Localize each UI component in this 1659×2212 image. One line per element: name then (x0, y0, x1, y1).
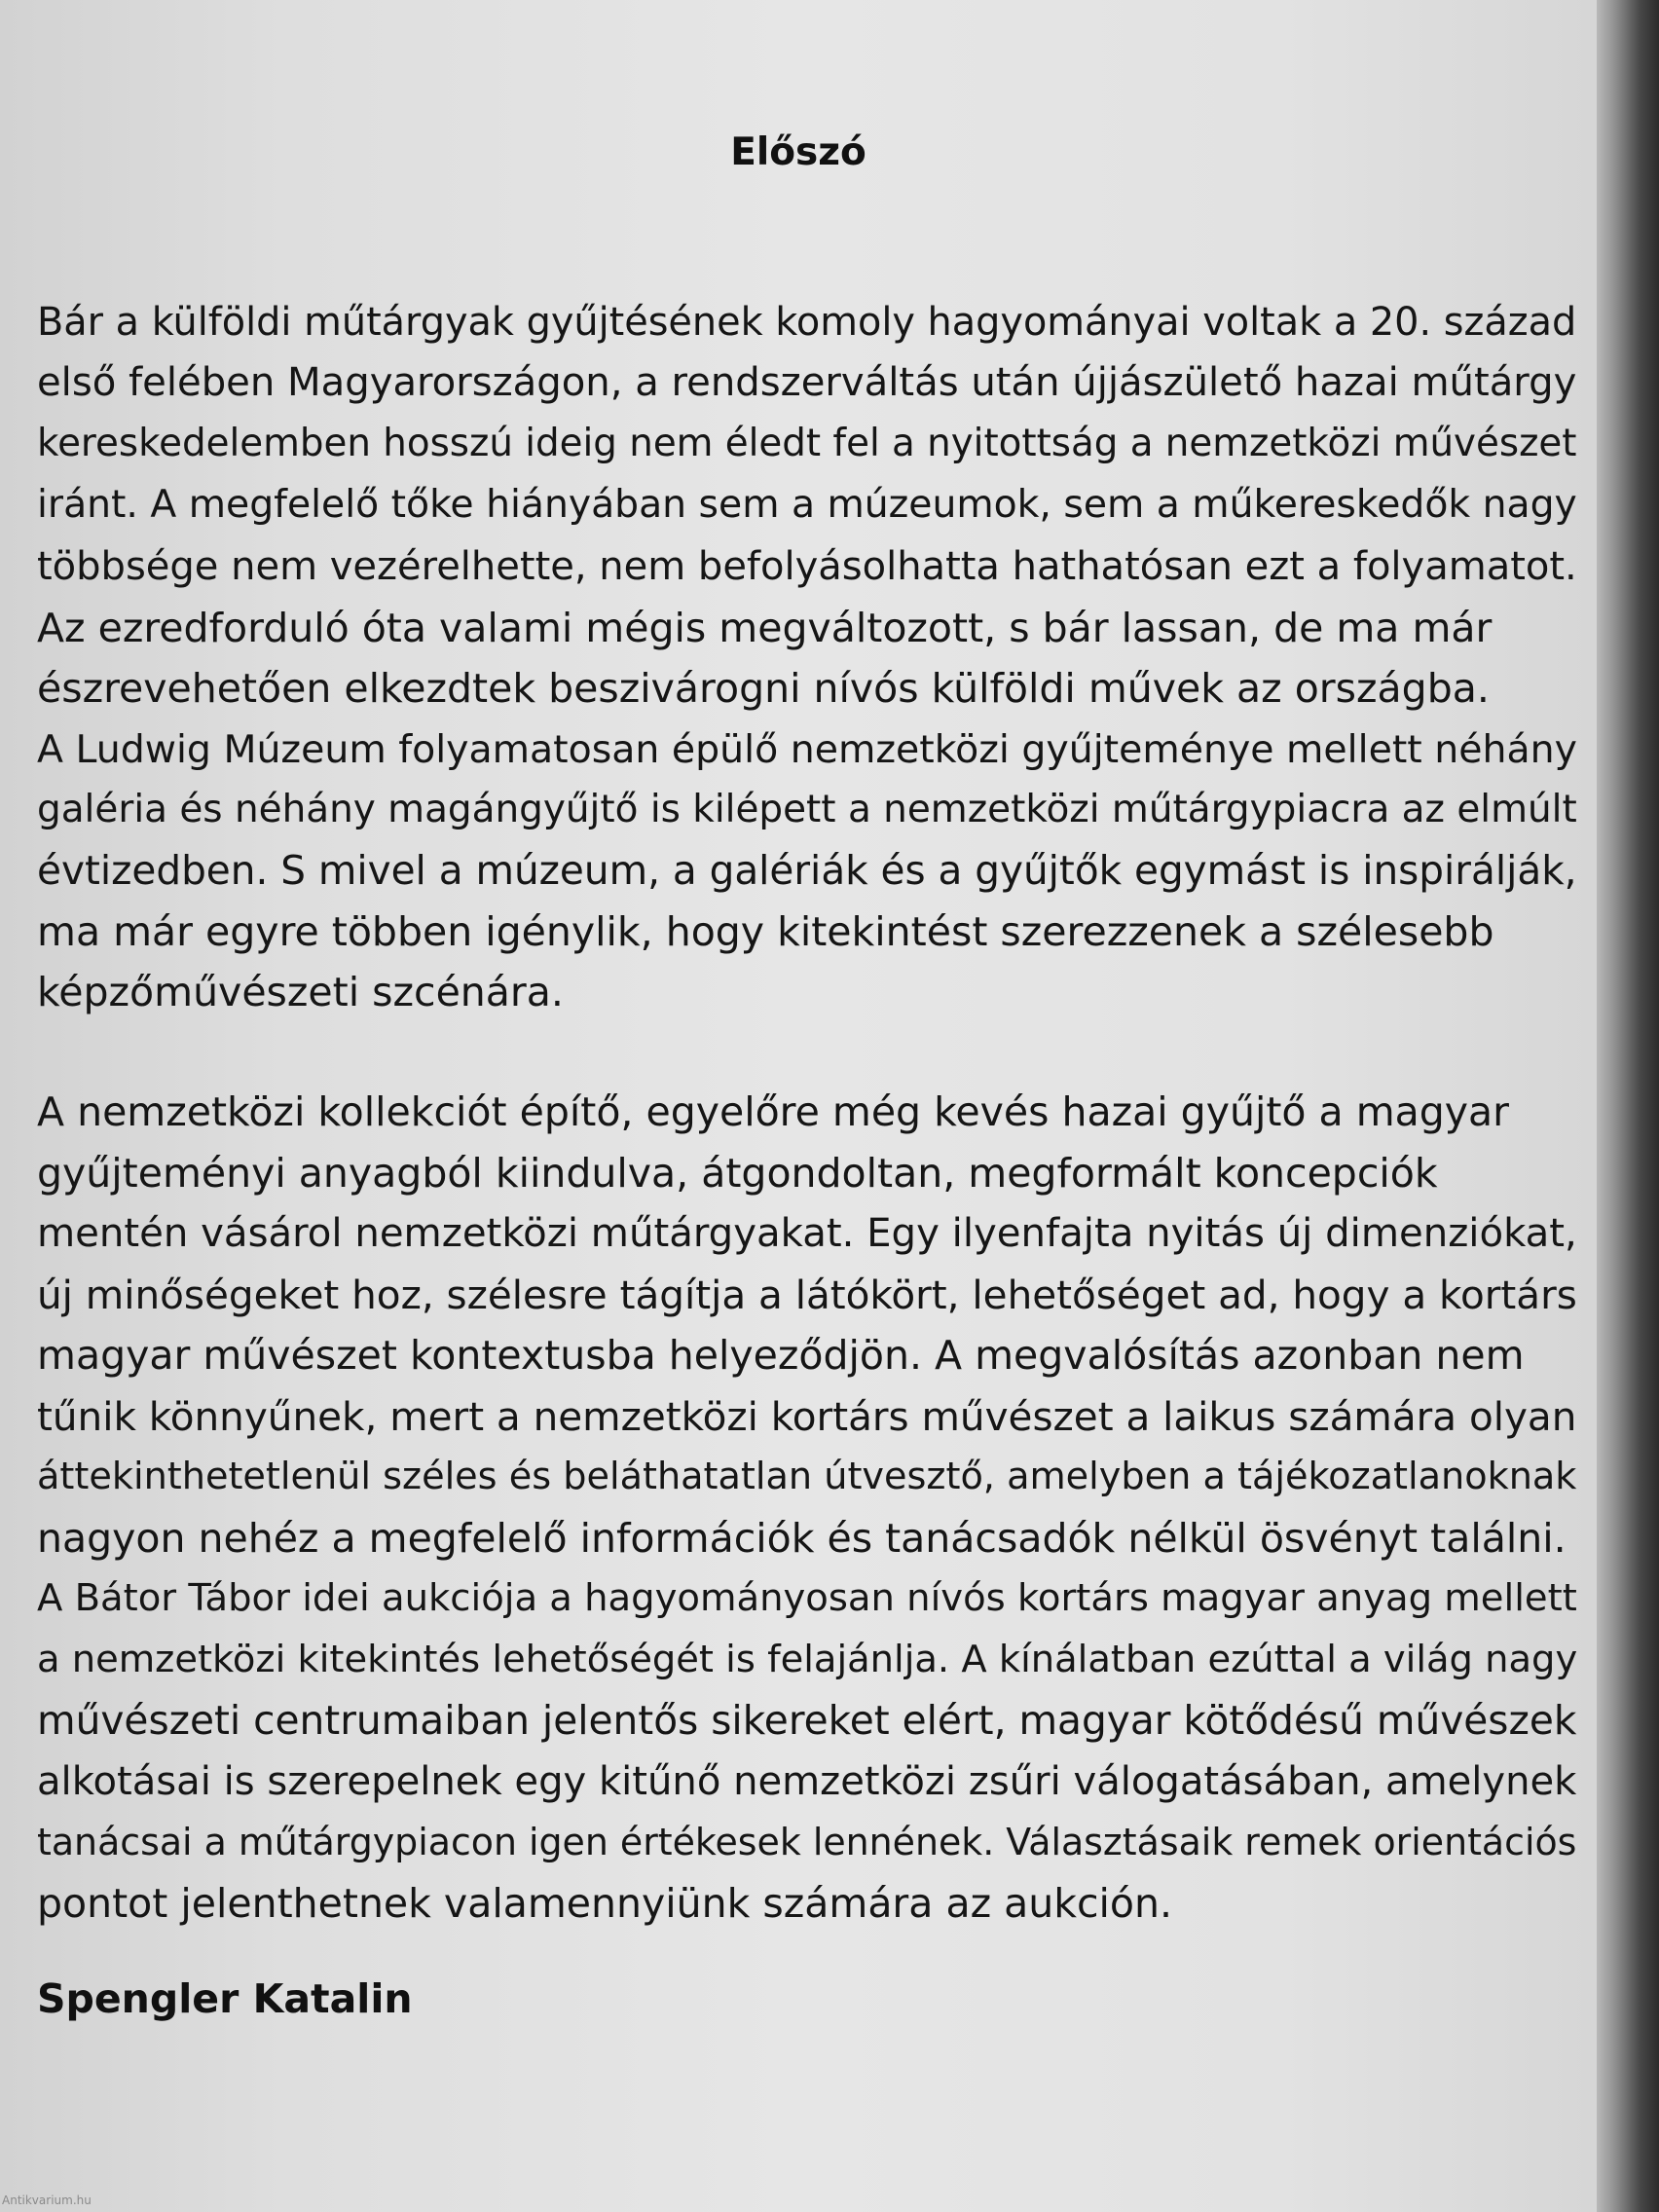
text-line: kereskedelemben hosszú ideig nem éledt fel a nyitottság a nemzetközi művészet (37, 422, 1577, 465)
text-line: iránt. A megfelelő tőke hiányában sem a múzeumok, sem a műkereskedők nagy (37, 483, 1577, 527)
text-line: művészeti centrumaiban jelentős sikereket elért, magyar kötődésű művészek (37, 1697, 1577, 1744)
text-line: magyar művészet kontextusba helyeződjön. A megvalósítás azonban nem (37, 1332, 1525, 1379)
text-line: pontot jelenthetnek valamennyiünk számára az aukción. (37, 1880, 1173, 1927)
text-line: többsége nem vezérelhette, nem befolyásolhatta hathatósan ezt a folyamatot. (37, 544, 1577, 589)
text-line: évtizedben. S mivel a múzeum, a galériák és a gyűjtők egymást is inspirálják, (37, 847, 1577, 894)
text-line: A nemzetközi kollekciót építő, egyelőre még kevés hazai gyűjtő a magyar (37, 1088, 1510, 1135)
text-line: észrevehetően elkezdtek beszivárogni nívós külföldi művek az országba. (37, 665, 1490, 712)
signature: Spengler Katalin (37, 1975, 413, 2022)
watermark: Antikvarium.hu (2, 2194, 92, 2207)
text-line: ma már egyre többen igénylik, hogy kitekintést szerezzenek a szélesebb (37, 908, 1494, 955)
text-line: Bár a külföldi műtárgyak gyűjtésének komoly hagyományai voltak a 20. század (37, 300, 1577, 345)
text-line: Az ezredforduló óta valami mégis megváltozott, s bár lassan, de ma már (37, 605, 1493, 651)
text-line: mentén vásárol nemzetközi műtárgyakat. Egy ilyenfajta nyitás új dimenziókat, (37, 1211, 1577, 1256)
page-title: Előszó (730, 130, 866, 174)
text-line: áttekinthetetlenül széles és beláthatatlan útvesztő, amelyben a tájékozatlanoknak (37, 1456, 1577, 1498)
text-line: A Bátor Tábor idei aukciója a hagyományosan nívós kortárs magyar anyag mellett (37, 1576, 1577, 1620)
text-line: új minőségeket hoz, szélesre tágítja a látókört, lehetőséget ad, hogy a kortárs (37, 1272, 1577, 1318)
text-line: a nemzetközi kitekintés lehetőségét is felajánlja. A kínálatban ezúttal a világ nagy (37, 1638, 1578, 1681)
text-line: tűnik könnyűnek, mert a nemzetközi kortárs művészet a laikus számára olyan (37, 1393, 1577, 1440)
text-line: tanácsai a műtárgypiacon igen értékesek lennének. Választásaik remek orientációs (37, 1821, 1577, 1863)
text-line: A Ludwig Múzeum folyamatosan épülő nemzetközi gyűjteménye mellett néhány (37, 727, 1577, 772)
text-line: gyűjteményi anyagból kiindulva, átgondoltan, megformált koncepciók (37, 1150, 1438, 1197)
text-line: galéria és néhány magángyűjtő is kilépett a nemzetközi műtárgypiacra az elmúlt (37, 788, 1577, 831)
page-edge-shadow (1597, 0, 1659, 2212)
text-line: képzőművészeti szcénára. (37, 969, 564, 1015)
text-line: alkotásai is szerepelnek egy kitűnő nemzetközi zsűri válogatásában, amelynek (37, 1759, 1577, 1804)
text-line: nagyon nehéz a megfelelő információk és tanácsadók nélkül ösvényt találni. (37, 1515, 1567, 1562)
text-line: első felében Magyarországon, a rendszerváltás után újjászülető hazai műtárgy (37, 360, 1577, 405)
